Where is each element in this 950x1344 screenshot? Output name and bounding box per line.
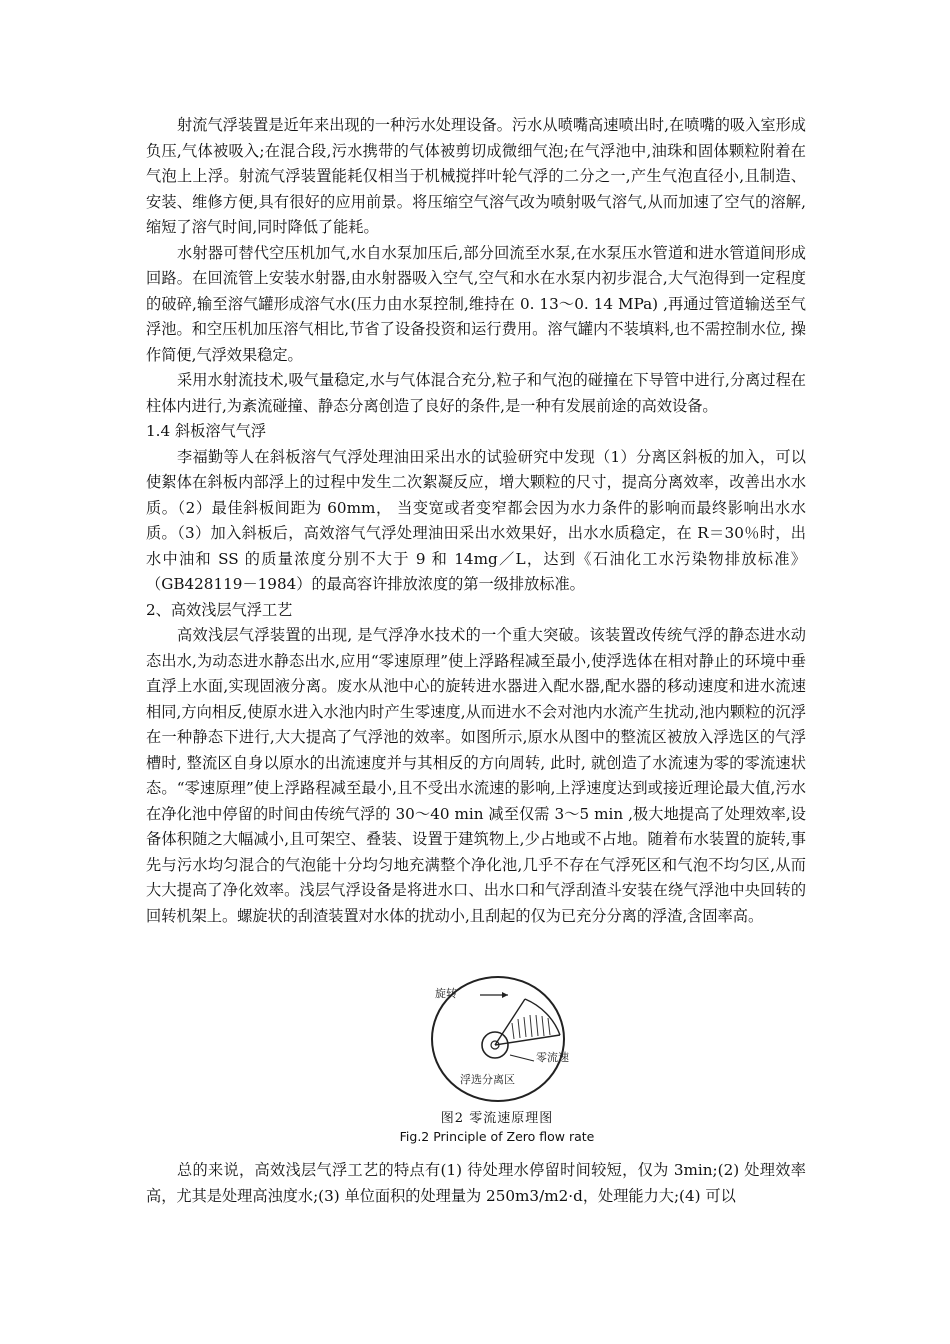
body-text-lower [146,1158,806,1209]
label-rotation: 旋转 [435,987,457,1000]
label-flotation-zone: 浮选分离区 [460,1073,515,1086]
section-heading-1-4: 1.4 斜板溶气气浮 [146,422,267,440]
paragraph-water-jet-tech: 采用水射流技术,吸气量稳定,水与气体混合充分,粒子和气泡的碰撞在下导管中进行,分离过程在柱体内进行,为紊流碰撞、静态分离创造了良好的条件,是一种有发展前途的高效设备。 [146,371,806,415]
paragraph-summary: 总的来说，高效浅层气浮工艺的特点有(1) 待处理水停留时间较短，仅为 3min;(2) 处理效率高，尤其是处理高浊度水;(3) 单位面积的处理量为 250m3/m2·d，处理能力大;(4) 可以 [146,1161,806,1205]
figure-zero-flow [386,975,608,1147]
paragraph-water-ejector: 水射器可替代空压机加气,水自水泵加压后,部分回流至水泵,在水泵压水管道和进水管道间形成回路。在回流管上安装水射器,由水射器吸入空气,空气和水在水泵内初步混合,大气泡得到一定程度的破碎,输至溶气罐形成溶气水(压力由水泵控制,维持在 0. 13～0. 14 MPa) ,再通过管道输送至气浮池。和空压机加压溶气相比,节省了设备投资和运行费用。溶气罐内不装填料,也不需控制水位, 操作简便,气浮效果稳定。 [146,243,806,364]
body-text-upper [146,113,806,929]
figure-caption-chinese: 图2 零流速原理图 [440,1111,554,1126]
label-zero-flow: 零流速 [536,1051,569,1064]
figure-caption-english: Fig.2 Principle of Zero flow rate [399,1129,595,1144]
paragraph-jet-flotation: 射流气浮装置是近年来出现的一种污水处理设备。污水从喷嘴高速喷出时,在喷嘴的吸入室形成负压,气体被吸入;在混合段,污水携带的气体被剪切成微细气泡;在气浮池中,油珠和固体颗粒附着在气泡上上浮。射流气浮装置能耗仅相当于机械搅拌叶轮气浮的二分之一,产生气泡直径小,且制造、安装、维修方便,具有很好的应用前景。将压缩空气溶气改为喷射吸气溶气,从而加速了空气的溶解,缩短了溶气时间,同时降低了能耗。 [146,116,806,236]
paragraph-shallow-flotation: 高效浅层气浮装置的出现, 是气浮净水技术的一个重大突破。该装置改传统气浮的静态进水动态出水,为动态进水静态出水,应用“零速原理”使上浮路程减至最小,使浮选体在相对静止的环境中垂直浮上水面,实现固液分离。废水从池中心的旋转进水器进入配水器,配水器的移动速度和进水流速相同,方向相反,使原水进入水池内时产生零速度,从而进水不会对池内水流产生扰动,池内颗粒的沉浮在一种静态下进行,大大提高了气浮池的效率。如图所示,原水从图中的整流区被放入浮选区的气浮槽时, 整流区自身以原水的出流速度并与其相反的方向周转, 此时, 就创造了水流速为零的零流速状态。“零速原理”使上浮路程减至最小,且不受出水流速的影响,上浮速度达到或接近理论最大值,污水在净化池中停留的时间由传统气浮的 30～40 min 减至仅需 3～5 min ,极大地提高了处理效率,设备体积随之大幅减小,且可架空、叠装、设置于建筑物上,少占地或不占地。随着布水装置的旋转,事先与污水均匀混合的气泡能十分均匀地充满整个净化池,几乎不存在气浮死区和气泡不均匀区,从而大大提高了净化效率。浅层气浮设备是将进水口、出水口和气浮刮渣斗安装在绕气浮池中央回转的回转机架上。螺旋状的刮渣装置对水体的扰动小,且刮起的仅为已充分分离的浮渣,含固率高。 [146,626,806,925]
paragraph-inclined-plate: 李福勤等人在斜板溶气气浮处理油田采出水的试验研究中发现（1）分离区斜板的加入，可以使絮体在斜板内部浮上的过程中发生二次絮凝反应，增大颗粒的尺寸，提高分离效率，改善出水水质。（2）最佳斜板间距为 60mm， 当变宽或者变窄都会因为水力条件的影响而最终影响出水水质。（3）加入斜板后，高效溶气气浮处理油田采出水效果好，出水水质稳定，在 R＝30％时，出水中油和 SS 的质量浓度分别不大于 9 和 14mg／L，达到《石油化工水污染物排放标准》（GB428119－1984）的最高容许排放浓度的第一级排放标准。 [146,447,806,593]
section-heading-2: 2、高效浅层气浮工艺 [146,600,293,619]
